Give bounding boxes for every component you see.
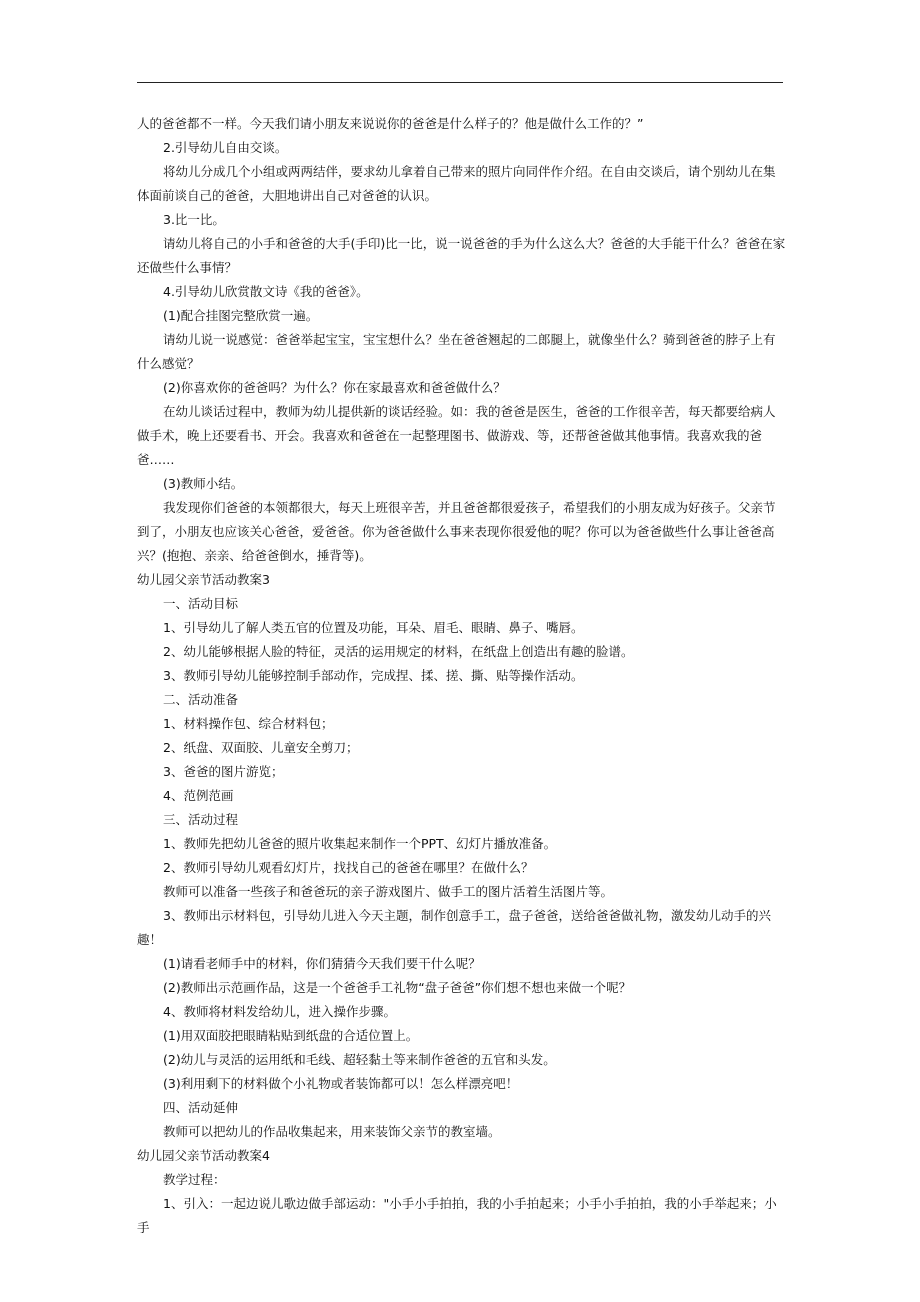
paragraph: (2)幼儿与灵活的运用纸和毛线、超轻黏土等来制作爸爸的五官和头发。 (163, 1052, 556, 1067)
section-heading: 人的爸爸都不一样。今天我们请小朋友来说说你的爸爸是什么样子的？他是做什么工作的？” (137, 116, 644, 131)
paragraph: 将幼儿分成几个小组或两两结伴，要求幼儿拿着自己带来的照片向同伴作介绍。在自由交谈后，请个别幼儿在集体面前谈自己的爸爸，大胆地讲出自己对爸爸的认识。 (137, 164, 776, 203)
paragraph: 2、教师引导幼儿观看幻灯片，找找自己的爸爸在哪里？在做什么？ (163, 860, 534, 875)
paragraph: 请幼儿将自己的小手和爸爸的大手(手印)比一比，说一说爸爸的手为什么这么大？爸爸的大手能干什么？爸爸在家还做些什么事情？ (137, 236, 786, 275)
paragraph: 4、范例范画 (163, 788, 234, 803)
section-heading: 幼儿园父亲节活动教案4 (137, 1148, 270, 1163)
paragraph: 请幼儿说一说感觉：爸爸举起宝宝，宝宝想什么？坐在爸爸翘起的二郎腿上，就像坐什么？骑到爸爸的脖子上有什么感觉？ (137, 332, 776, 371)
paragraph: 1、引入：一起边说儿歌边做手部运动："小手小手拍拍，我的小手拍起来；小手小手拍拍，我的小手举起来；小手 (137, 1196, 777, 1235)
paragraph: (3)教师小结。 (163, 476, 244, 491)
paragraph: 4、教师将材料发给幼儿，进入操作步骤。 (163, 1004, 396, 1019)
paragraph: (1)请看老师手中的材料，你们猜猜今天我们要干什么呢？ (163, 956, 481, 971)
paragraph: 二、活动准备 (163, 692, 239, 707)
header-rule (137, 82, 783, 83)
paragraph: 教师可以准备一些孩子和爸爸玩的亲子游戏图片、做手工的图片活着生活图片等。 (163, 884, 614, 899)
paragraph: (1)用双面胶把眼睛粘贴到纸盘的合适位置上。 (163, 1028, 419, 1043)
paragraph: 四、活动延伸 (163, 1100, 239, 1115)
paragraph: 3、教师引导幼儿能够控制手部动作，完成捏、揉、搓、撕、贴等操作活动。 (163, 668, 584, 683)
paragraph: (3)利用剩下的材料做个小礼物或者装饰都可以！怎么样漂亮吧！ (163, 1076, 519, 1091)
paragraph: 1、教师先把幼儿爸爸的照片收集起来制作一个PPT、幻灯片播放准备。 (163, 836, 557, 851)
section-heading: 幼儿园父亲节活动教案3 (137, 572, 270, 587)
paragraph: (1)配合挂图完整欣赏一遍。 (163, 308, 319, 323)
paragraph: 3、教师出示材料包，引导幼儿进入今天主题，制作创意手工，盘子爸爸，送给爸爸做礼物，激发幼儿动手的兴趣！ (137, 908, 771, 947)
paragraph: 教师可以把幼儿的作品收集起来，用来装饰父亲节的教室墙。 (163, 1124, 501, 1139)
paragraph: 三、活动过程 (163, 812, 239, 827)
paragraph: 一、活动目标 (163, 596, 239, 611)
paragraph: 在幼儿谈话过程中，教师为幼儿提供新的谈话经验。如：我的爸爸是医生，爸爸的工作很辛苦，每天都要给病人做手术，晚上还要看书、开会。我喜欢和爸爸在一起整理图书、做游戏、等，还帮爸爸做其他事情。我喜欢我的爸爸…… (137, 404, 776, 467)
paragraph: 3、爸爸的图片游览； (163, 764, 284, 779)
paragraph: 4.引导幼儿欣赏散文诗《我的爸爸》。 (163, 284, 369, 299)
paragraph: 教学过程： (163, 1172, 226, 1187)
paragraph: (2)教师出示范画作品，这是一个爸爸手工礼物“盘子爸爸”你们想不想也来做一个呢？ (163, 980, 632, 995)
paragraph: 3.比一比。 (163, 212, 225, 227)
paragraph: 1、引导幼儿了解人类五官的位置及功能，耳朵、眉毛、眼睛、鼻子、嘴唇。 (163, 620, 584, 635)
paragraph: 2、纸盘、双面胶、儿童安全剪刀； (163, 740, 359, 755)
paragraph: 我发现你们爸爸的本领都很大，每天上班很辛苦，并且爸爸都很爱孩子，希望我们的小朋友成为好孩子。父亲节到了，小朋友也应该关心爸爸，爱爸爸。你为爸爸做什么事来表现你很爱他的呢？你可以为爸爸做些什么事让爸爸高兴？(抱抱、亲亲、给爸爸倒水，捶背等)。 (137, 500, 776, 563)
paragraph: (2)你喜欢你的爸爸吗？为什么？你在家最喜欢和爸爸做什么？ (163, 380, 506, 395)
paragraph: 1、材料操作包、综合材料包； (163, 716, 334, 731)
paragraph: 2、幼儿能够根据人脸的特征，灵活的运用规定的材料，在纸盘上创造出有趣的脸谱。 (163, 644, 634, 659)
paragraph: 2.引导幼儿自由交谈。 (163, 140, 288, 155)
document-body (137, 112, 787, 1240)
